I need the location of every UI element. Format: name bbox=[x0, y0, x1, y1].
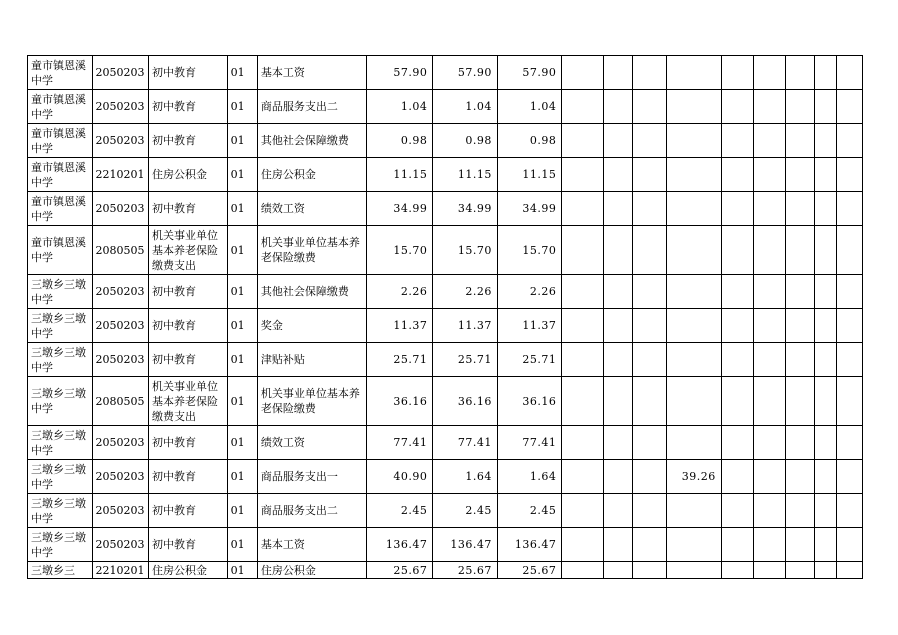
cell-empty bbox=[562, 226, 603, 275]
cell-economic-name: 商品服务支出一 bbox=[257, 460, 366, 494]
cell-empty bbox=[836, 158, 862, 192]
table-row bbox=[28, 460, 863, 494]
cell-economic-name: 绩效工资 bbox=[257, 192, 366, 226]
cell-function-name: 住房公积金 bbox=[149, 158, 228, 192]
cell-economic-code: 01 bbox=[227, 56, 257, 90]
cell-function-code: 2050203 bbox=[92, 426, 148, 460]
cell-empty bbox=[836, 309, 862, 343]
cell-empty bbox=[836, 562, 862, 579]
cell-empty bbox=[633, 309, 667, 343]
cell-economic-name: 基本工资 bbox=[257, 528, 366, 562]
cell-economic-name: 住房公积金 bbox=[257, 158, 366, 192]
cell-unit-name: 三墩乡三墩中学 bbox=[28, 343, 93, 377]
cell-empty bbox=[754, 275, 786, 309]
cell-empty bbox=[633, 226, 667, 275]
cell-empty bbox=[754, 426, 786, 460]
cell-empty bbox=[814, 226, 836, 275]
cell-basic-expenditure: 1.64 bbox=[497, 460, 562, 494]
table-row bbox=[28, 562, 863, 579]
cell-empty bbox=[814, 309, 836, 343]
cell-unit-name: 三墩乡三墩中学 bbox=[28, 528, 93, 562]
cell-project-expenditure bbox=[667, 309, 721, 343]
cell-empty bbox=[603, 528, 632, 562]
cell-empty bbox=[786, 309, 814, 343]
cell-subtotal: 2.26 bbox=[433, 275, 498, 309]
cell-empty bbox=[603, 56, 632, 90]
cell-empty bbox=[814, 90, 836, 124]
cell-project-expenditure bbox=[667, 226, 721, 275]
cell-unit-name: 童市镇恩溪中学 bbox=[28, 90, 93, 124]
cell-unit-name: 三墩乡三墩中学 bbox=[28, 426, 93, 460]
cell-economic-code: 01 bbox=[227, 426, 257, 460]
cell-empty bbox=[721, 377, 753, 426]
cell-economic-code: 01 bbox=[227, 158, 257, 192]
cell-economic-code: 01 bbox=[227, 309, 257, 343]
cell-empty bbox=[814, 124, 836, 158]
cell-empty bbox=[603, 494, 632, 528]
cell-basic-expenditure: 2.26 bbox=[497, 275, 562, 309]
cell-empty bbox=[633, 494, 667, 528]
cell-economic-code: 01 bbox=[227, 124, 257, 158]
cell-empty bbox=[814, 377, 836, 426]
cell-empty bbox=[633, 426, 667, 460]
cell-function-name: 初中教育 bbox=[149, 494, 228, 528]
cell-total: 136.47 bbox=[366, 528, 433, 562]
cell-function-code: 2050203 bbox=[92, 56, 148, 90]
table-row bbox=[28, 275, 863, 309]
cell-empty bbox=[603, 192, 632, 226]
cell-empty bbox=[836, 460, 862, 494]
cell-empty bbox=[562, 309, 603, 343]
cell-empty bbox=[754, 377, 786, 426]
cell-function-name: 初中教育 bbox=[149, 124, 228, 158]
cell-economic-code: 01 bbox=[227, 226, 257, 275]
cell-empty bbox=[603, 124, 632, 158]
cell-unit-name: 三墩乡三墩中学 bbox=[28, 275, 93, 309]
cell-empty bbox=[814, 275, 836, 309]
cell-project-expenditure bbox=[667, 158, 721, 192]
cell-empty bbox=[754, 494, 786, 528]
cell-basic-expenditure: 25.67 bbox=[497, 562, 562, 579]
cell-empty bbox=[786, 192, 814, 226]
cell-empty bbox=[754, 528, 786, 562]
table-row bbox=[28, 158, 863, 192]
cell-subtotal: 1.64 bbox=[433, 460, 498, 494]
cell-function-code: 2050203 bbox=[92, 343, 148, 377]
cell-project-expenditure bbox=[667, 124, 721, 158]
cell-subtotal: 2.45 bbox=[433, 494, 498, 528]
cell-project-expenditure bbox=[667, 426, 721, 460]
cell-empty bbox=[786, 275, 814, 309]
cell-empty bbox=[562, 158, 603, 192]
cell-empty bbox=[603, 158, 632, 192]
cell-empty bbox=[786, 343, 814, 377]
cell-function-name: 机关事业单位基本养老保险缴费支出 bbox=[149, 377, 228, 426]
cell-unit-name: 童市镇恩溪中学 bbox=[28, 56, 93, 90]
cell-empty bbox=[754, 192, 786, 226]
cell-total: 15.70 bbox=[366, 226, 433, 275]
cell-subtotal: 77.41 bbox=[433, 426, 498, 460]
cell-empty bbox=[814, 494, 836, 528]
cell-total: 40.90 bbox=[366, 460, 433, 494]
cell-basic-expenditure: 77.41 bbox=[497, 426, 562, 460]
cell-empty bbox=[562, 343, 603, 377]
cell-empty bbox=[721, 426, 753, 460]
cell-empty bbox=[721, 309, 753, 343]
cell-subtotal: 1.04 bbox=[433, 90, 498, 124]
cell-subtotal: 36.16 bbox=[433, 377, 498, 426]
cell-unit-name: 童市镇恩溪中学 bbox=[28, 124, 93, 158]
cell-function-code: 2080505 bbox=[92, 226, 148, 275]
cell-empty bbox=[786, 90, 814, 124]
cell-empty bbox=[562, 562, 603, 579]
cell-empty bbox=[836, 528, 862, 562]
cell-function-code: 2210201 bbox=[92, 158, 148, 192]
cell-empty bbox=[721, 562, 753, 579]
cell-empty bbox=[603, 90, 632, 124]
table-row bbox=[28, 528, 863, 562]
cell-empty bbox=[786, 158, 814, 192]
cell-function-code: 2050203 bbox=[92, 275, 148, 309]
cell-empty bbox=[814, 562, 836, 579]
cell-function-name: 初中教育 bbox=[149, 56, 228, 90]
cell-basic-expenditure: 11.37 bbox=[497, 309, 562, 343]
cell-empty bbox=[814, 528, 836, 562]
cell-total: 77.41 bbox=[366, 426, 433, 460]
cell-total: 36.16 bbox=[366, 377, 433, 426]
cell-function-code: 2050203 bbox=[92, 460, 148, 494]
cell-empty bbox=[603, 309, 632, 343]
cell-subtotal: 11.15 bbox=[433, 158, 498, 192]
cell-basic-expenditure: 1.04 bbox=[497, 90, 562, 124]
cell-empty bbox=[633, 124, 667, 158]
cell-function-name: 初中教育 bbox=[149, 192, 228, 226]
table-row bbox=[28, 426, 863, 460]
table-row bbox=[28, 226, 863, 275]
cell-economic-code: 01 bbox=[227, 528, 257, 562]
cell-project-expenditure bbox=[667, 494, 721, 528]
cell-economic-name: 其他社会保障缴费 bbox=[257, 275, 366, 309]
cell-empty bbox=[562, 192, 603, 226]
cell-basic-expenditure: 11.15 bbox=[497, 158, 562, 192]
cell-empty bbox=[814, 158, 836, 192]
cell-economic-name: 机关事业单位基本养老保险缴费 bbox=[257, 377, 366, 426]
cell-empty bbox=[754, 309, 786, 343]
cell-empty bbox=[562, 460, 603, 494]
cell-empty bbox=[814, 343, 836, 377]
cell-empty bbox=[562, 275, 603, 309]
cell-empty bbox=[786, 562, 814, 579]
cell-empty bbox=[786, 56, 814, 90]
cell-empty bbox=[754, 56, 786, 90]
cell-unit-name: 童市镇恩溪中学 bbox=[28, 226, 93, 275]
cell-subtotal: 15.70 bbox=[433, 226, 498, 275]
cell-basic-expenditure: 25.71 bbox=[497, 343, 562, 377]
cell-empty bbox=[721, 275, 753, 309]
cell-empty bbox=[562, 90, 603, 124]
cell-empty bbox=[633, 377, 667, 426]
cell-total: 11.37 bbox=[366, 309, 433, 343]
cell-total: 11.15 bbox=[366, 158, 433, 192]
cell-empty bbox=[754, 343, 786, 377]
cell-function-name: 初中教育 bbox=[149, 275, 228, 309]
cell-basic-expenditure: 36.16 bbox=[497, 377, 562, 426]
cell-empty bbox=[836, 56, 862, 90]
cell-empty bbox=[754, 226, 786, 275]
cell-total: 1.04 bbox=[366, 90, 433, 124]
cell-total: 25.71 bbox=[366, 343, 433, 377]
cell-empty bbox=[814, 192, 836, 226]
cell-economic-name: 商品服务支出二 bbox=[257, 494, 366, 528]
cell-empty bbox=[836, 192, 862, 226]
cell-empty bbox=[786, 460, 814, 494]
cell-economic-name: 基本工资 bbox=[257, 56, 366, 90]
cell-empty bbox=[721, 192, 753, 226]
table-row bbox=[28, 343, 863, 377]
table-row bbox=[28, 494, 863, 528]
cell-empty bbox=[633, 562, 667, 579]
cell-empty bbox=[721, 343, 753, 377]
cell-project-expenditure bbox=[667, 90, 721, 124]
cell-project-expenditure: 39.26 bbox=[667, 460, 721, 494]
cell-empty bbox=[786, 426, 814, 460]
cell-economic-name: 奖金 bbox=[257, 309, 366, 343]
cell-unit-name: 三墩乡三墩中学 bbox=[28, 460, 93, 494]
cell-unit-name: 三墩乡三墩中学 bbox=[28, 377, 93, 426]
cell-empty bbox=[633, 90, 667, 124]
cell-unit-name: 三墩乡三墩中学 bbox=[28, 494, 93, 528]
cell-function-name: 初中教育 bbox=[149, 343, 228, 377]
cell-empty bbox=[836, 90, 862, 124]
cell-empty bbox=[633, 528, 667, 562]
cell-empty bbox=[633, 192, 667, 226]
cell-function-code: 2050203 bbox=[92, 192, 148, 226]
cell-empty bbox=[754, 124, 786, 158]
cell-empty bbox=[721, 494, 753, 528]
cell-empty bbox=[603, 226, 632, 275]
budget-table bbox=[27, 55, 863, 579]
cell-empty bbox=[721, 226, 753, 275]
cell-empty bbox=[754, 460, 786, 494]
cell-total: 34.99 bbox=[366, 192, 433, 226]
cell-empty bbox=[603, 426, 632, 460]
cell-unit-name: 童市镇恩溪中学 bbox=[28, 192, 93, 226]
cell-unit-name: 三墩乡三墩中学 bbox=[28, 309, 93, 343]
cell-function-name: 初中教育 bbox=[149, 90, 228, 124]
cell-empty bbox=[562, 377, 603, 426]
cell-empty bbox=[754, 90, 786, 124]
cell-economic-code: 01 bbox=[227, 494, 257, 528]
cell-economic-name: 绩效工资 bbox=[257, 426, 366, 460]
cell-empty bbox=[721, 124, 753, 158]
cell-function-code: 2050203 bbox=[92, 309, 148, 343]
cell-total: 0.98 bbox=[366, 124, 433, 158]
cell-empty bbox=[836, 275, 862, 309]
cell-economic-name: 机关事业单位基本养老保险缴费 bbox=[257, 226, 366, 275]
cell-empty bbox=[603, 275, 632, 309]
cell-total: 25.67 bbox=[366, 562, 433, 579]
cell-empty bbox=[754, 158, 786, 192]
cell-economic-code: 01 bbox=[227, 562, 257, 579]
cell-empty bbox=[814, 460, 836, 494]
cell-function-name: 初中教育 bbox=[149, 528, 228, 562]
table-row bbox=[28, 309, 863, 343]
cell-economic-code: 01 bbox=[227, 377, 257, 426]
cell-total: 2.26 bbox=[366, 275, 433, 309]
cell-function-code: 2050203 bbox=[92, 124, 148, 158]
cell-function-code: 2210201 bbox=[92, 562, 148, 579]
cell-basic-expenditure: 57.90 bbox=[497, 56, 562, 90]
cell-total: 2.45 bbox=[366, 494, 433, 528]
cell-empty bbox=[562, 494, 603, 528]
table-row bbox=[28, 90, 863, 124]
cell-economic-name: 住房公积金 bbox=[257, 562, 366, 579]
cell-function-code: 2050203 bbox=[92, 90, 148, 124]
cell-empty bbox=[633, 343, 667, 377]
cell-empty bbox=[814, 56, 836, 90]
cell-empty bbox=[603, 460, 632, 494]
cell-function-name: 初中教育 bbox=[149, 309, 228, 343]
cell-project-expenditure bbox=[667, 192, 721, 226]
cell-empty bbox=[603, 377, 632, 426]
cell-empty bbox=[836, 426, 862, 460]
table-row bbox=[28, 377, 863, 426]
cell-basic-expenditure: 2.45 bbox=[497, 494, 562, 528]
cell-empty bbox=[633, 158, 667, 192]
cell-empty bbox=[786, 124, 814, 158]
cell-project-expenditure bbox=[667, 56, 721, 90]
cell-function-code: 2050203 bbox=[92, 494, 148, 528]
cell-empty bbox=[786, 377, 814, 426]
cell-function-code: 2080505 bbox=[92, 377, 148, 426]
cell-economic-name: 津贴补贴 bbox=[257, 343, 366, 377]
cell-subtotal: 25.71 bbox=[433, 343, 498, 377]
cell-empty bbox=[603, 343, 632, 377]
cell-empty bbox=[754, 562, 786, 579]
table-row bbox=[28, 124, 863, 158]
cell-subtotal: 34.99 bbox=[433, 192, 498, 226]
cell-economic-name: 其他社会保障缴费 bbox=[257, 124, 366, 158]
cell-empty bbox=[721, 528, 753, 562]
cell-empty bbox=[562, 56, 603, 90]
cell-empty bbox=[836, 377, 862, 426]
cell-empty bbox=[836, 343, 862, 377]
cell-empty bbox=[814, 426, 836, 460]
cell-function-name: 初中教育 bbox=[149, 460, 228, 494]
cell-function-code: 2050203 bbox=[92, 528, 148, 562]
cell-subtotal: 25.67 bbox=[433, 562, 498, 579]
cell-project-expenditure bbox=[667, 562, 721, 579]
cell-basic-expenditure: 0.98 bbox=[497, 124, 562, 158]
table-row bbox=[28, 192, 863, 226]
table-row bbox=[28, 56, 863, 90]
cell-empty bbox=[633, 56, 667, 90]
cell-economic-code: 01 bbox=[227, 90, 257, 124]
cell-subtotal: 11.37 bbox=[433, 309, 498, 343]
cell-subtotal: 0.98 bbox=[433, 124, 498, 158]
cell-basic-expenditure: 15.70 bbox=[497, 226, 562, 275]
cell-empty bbox=[786, 494, 814, 528]
cell-empty bbox=[836, 226, 862, 275]
cell-empty bbox=[633, 460, 667, 494]
cell-economic-code: 01 bbox=[227, 343, 257, 377]
cell-empty bbox=[633, 275, 667, 309]
cell-empty bbox=[562, 528, 603, 562]
cell-empty bbox=[836, 494, 862, 528]
cell-project-expenditure bbox=[667, 343, 721, 377]
cell-economic-code: 01 bbox=[227, 192, 257, 226]
cell-economic-code: 01 bbox=[227, 460, 257, 494]
cell-function-name: 机关事业单位基本养老保险缴费支出 bbox=[149, 226, 228, 275]
cell-empty bbox=[786, 226, 814, 275]
cell-subtotal: 57.90 bbox=[433, 56, 498, 90]
cell-basic-expenditure: 136.47 bbox=[497, 528, 562, 562]
cell-project-expenditure bbox=[667, 528, 721, 562]
cell-basic-expenditure: 34.99 bbox=[497, 192, 562, 226]
cell-empty bbox=[603, 562, 632, 579]
cell-empty bbox=[721, 56, 753, 90]
cell-function-name: 住房公积金 bbox=[149, 562, 228, 579]
cell-empty bbox=[786, 528, 814, 562]
cell-unit-name: 三墩乡三 bbox=[28, 562, 93, 579]
cell-empty bbox=[721, 90, 753, 124]
cell-economic-code: 01 bbox=[227, 275, 257, 309]
cell-economic-name: 商品服务支出二 bbox=[257, 90, 366, 124]
cell-empty bbox=[562, 124, 603, 158]
cell-subtotal: 136.47 bbox=[433, 528, 498, 562]
cell-project-expenditure bbox=[667, 377, 721, 426]
cell-empty bbox=[562, 426, 603, 460]
cell-project-expenditure bbox=[667, 275, 721, 309]
cell-empty bbox=[836, 124, 862, 158]
cell-function-name: 初中教育 bbox=[149, 426, 228, 460]
cell-total: 57.90 bbox=[366, 56, 433, 90]
cell-empty bbox=[721, 460, 753, 494]
cell-unit-name: 童市镇恩溪中学 bbox=[28, 158, 93, 192]
cell-empty bbox=[721, 158, 753, 192]
